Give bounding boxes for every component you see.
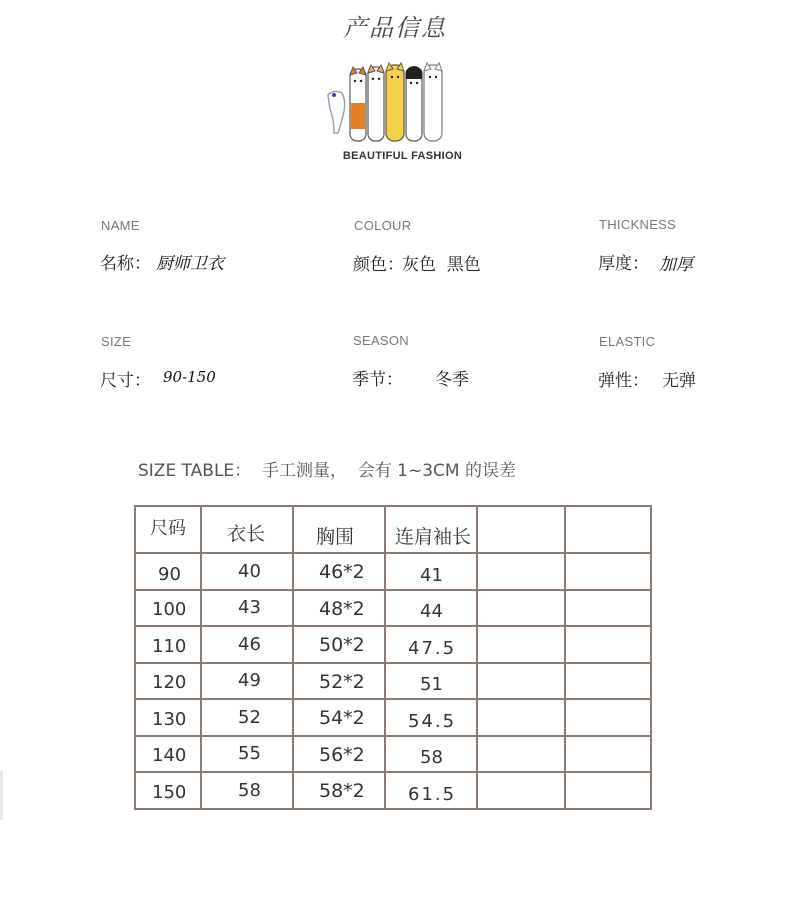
thickness-label-cn: 厚度： (598, 254, 649, 274)
season-label-en: SEASON (353, 333, 409, 348)
size-value: 90-150 (163, 368, 216, 386)
table-cell (565, 663, 651, 700)
table-cell: 90 (135, 553, 201, 590)
name-label-en: NAME (101, 218, 140, 233)
table-cell: 58 (201, 772, 293, 809)
table-cell (565, 772, 651, 809)
header-cell (565, 506, 651, 553)
season-value: 冬季 (435, 370, 469, 390)
table-cell: 56*2 (293, 736, 385, 773)
table-row (135, 626, 651, 663)
table-row (135, 553, 651, 590)
header-cell (477, 506, 565, 553)
table-cell: 50*2 (293, 626, 385, 663)
table-cell: 41 (385, 553, 477, 590)
table-cell: 58*2 (293, 772, 385, 809)
colour-value: 灰色 黑色 (402, 255, 481, 275)
table-cell: 52*2 (293, 663, 385, 700)
edge-divider (0, 770, 3, 820)
table-cell: 110 (135, 626, 201, 663)
table-header-row (135, 506, 651, 553)
table-cell (565, 553, 651, 590)
table-cell: 120 (135, 663, 201, 700)
table-cell: 100 (135, 590, 201, 627)
brand-text: BEAUTIFUL FASHION (342, 150, 463, 162)
table-cell (565, 736, 651, 773)
header-cell: 连肩袖长 (385, 506, 477, 553)
page-title: 产品信息 (343, 14, 447, 42)
season-label-cn: 季节： (352, 370, 403, 390)
table-row (135, 590, 651, 627)
table-cell: 43 (201, 590, 293, 627)
table-row (135, 663, 651, 700)
thickness-value: 加厚 (659, 255, 693, 275)
table-cell (565, 626, 651, 663)
table-cell: 46 (201, 626, 293, 663)
elastic-value: 无弹 (662, 371, 696, 391)
size-table (134, 505, 652, 810)
table-cell: 54.5 (385, 699, 477, 736)
header-cell: 胸围 (293, 506, 385, 553)
table-cell: 51 (385, 663, 477, 700)
header-cell: 尺码 (135, 506, 201, 553)
table-cell: 46*2 (293, 553, 385, 590)
colour-label-en: COLOUR (354, 218, 412, 233)
elastic-label-cn: 弹性： (598, 371, 649, 391)
table-cell: 61.5 (385, 772, 477, 809)
table-cell (565, 590, 651, 627)
table-cell: 44 (385, 590, 477, 627)
table-row (135, 772, 651, 809)
table-cell: 140 (135, 736, 201, 773)
size-label-en: SIZE (101, 334, 132, 349)
colour-label-cn: 颜色： (353, 255, 404, 275)
table-cell: 52 (201, 699, 293, 736)
size-label-cn: 尺寸： (100, 371, 151, 391)
size-table-title: SIZE TABLE： 手工测量， 会有 1~3CM 的误差 (138, 461, 517, 481)
table-cell: 58 (385, 736, 477, 773)
elastic-label-en: ELASTIC (599, 334, 656, 349)
table-row (135, 736, 651, 773)
name-value: 厨师卫衣 (156, 254, 224, 274)
table-cell: 49 (201, 663, 293, 700)
table-cell: 55 (201, 736, 293, 773)
table-cell: 150 (135, 772, 201, 809)
table-row (135, 699, 651, 736)
table-cell: 40 (201, 553, 293, 590)
table-cell: 47.5 (385, 626, 477, 663)
table-cell (565, 699, 651, 736)
name-label-cn: 名称： (100, 254, 151, 274)
thickness-label-en: THICKNESS (599, 217, 677, 232)
table-cell: 130 (135, 699, 201, 736)
table-cell: 54*2 (293, 699, 385, 736)
table-cell: 48*2 (293, 590, 385, 627)
header-cell: 衣长 (201, 506, 293, 553)
